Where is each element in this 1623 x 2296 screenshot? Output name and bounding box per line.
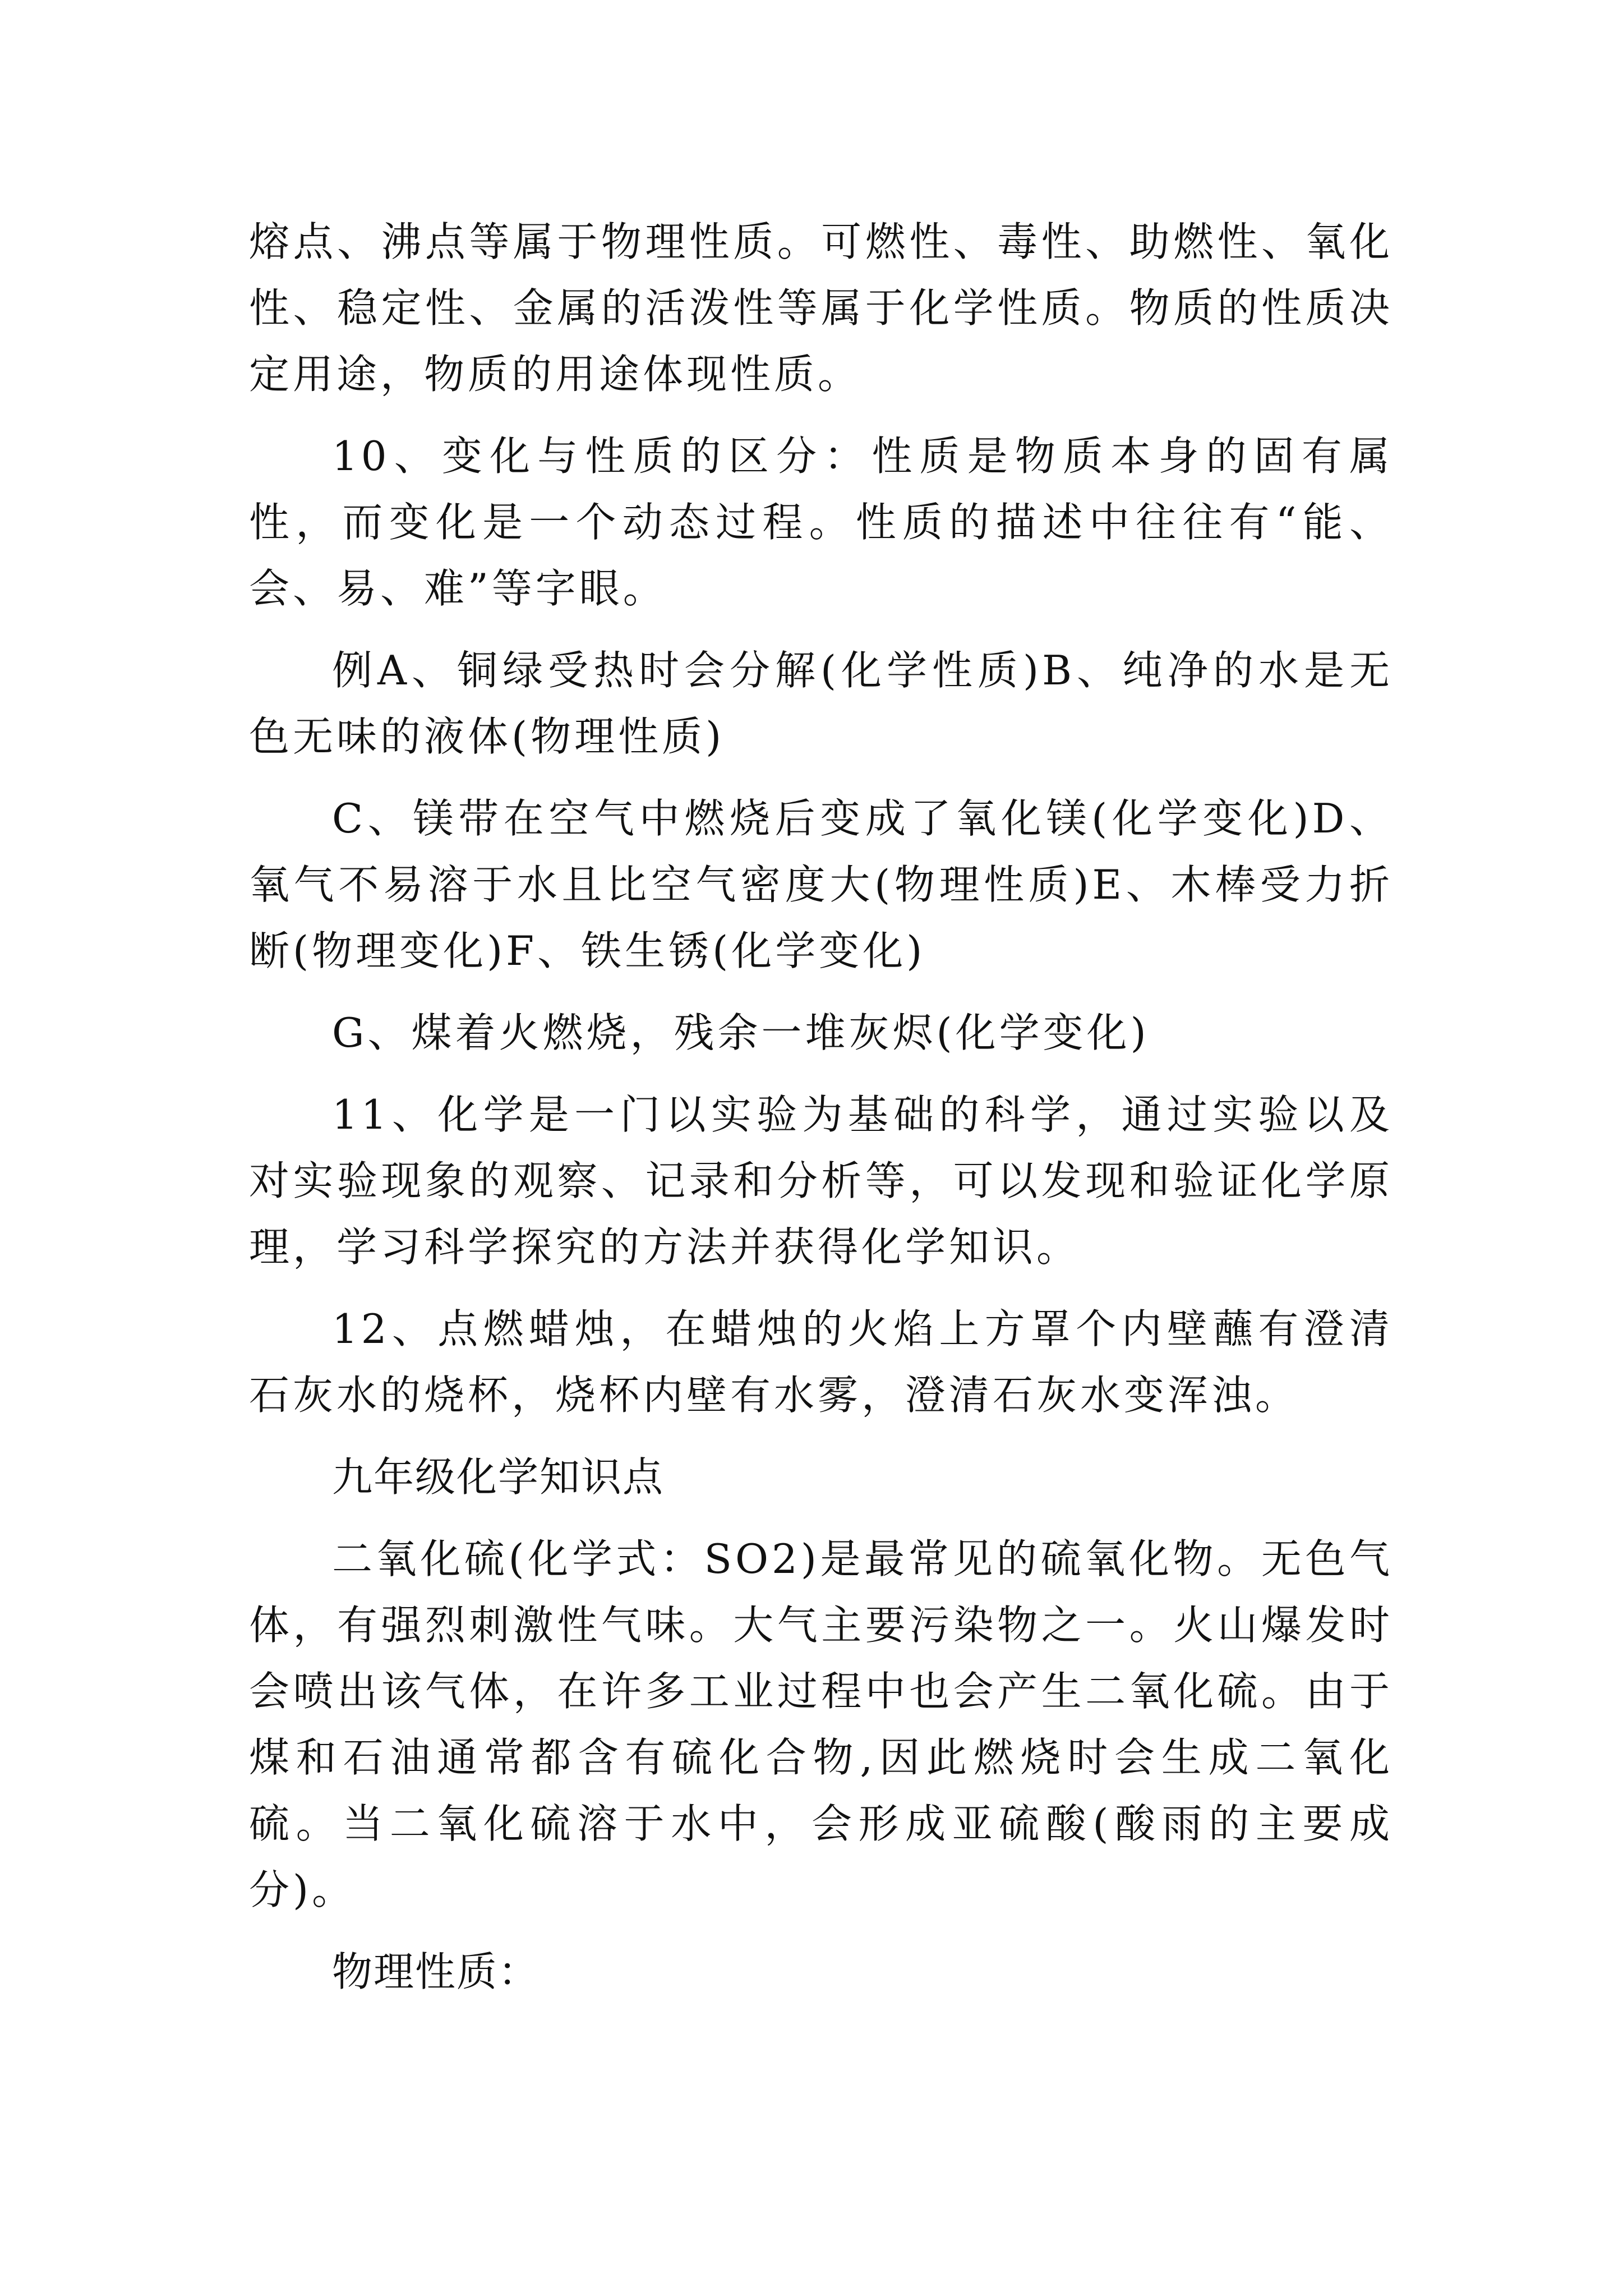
paragraph-item-11: 11、化学是一门以实验为基础的科学，通过实验以及对实验现象的观察、记录和分析等，可以发现和验证化学原理，学习科学探究的方法并获得化学知识。 [249,1091,1393,1271]
subheading-physical-properties: 物理性质： [332,1948,540,1995]
section-heading: 九年级化学知识点 [332,1453,665,1501]
paragraph-example-g: G、煤着火燃烧，残余一堆灰烬(化学变化) [332,1009,1150,1056]
paragraph-item-10: 10、变化与性质的区分：性质是物质本身的固有属性，而变化是一个动态过程。性质的描述中往往有“能、会、易、难”等字眼。 [249,432,1393,612]
document-body [249,209,1393,2021]
paragraph-properties-intro: 熔点、沸点等属于物理性质。可燃性、毒性、助燃性、氧化性、稳定性、金属的活泼性等属于化学性质。物质的性质决定用途，物质的用途体现性质。 [249,218,1393,398]
paragraph-example-c-f: C、镁带在空气中燃烧后变成了氧化镁(化学变化)D、氧气不易溶于水且比空气密度大(物理性质)E、木棒受力折断(物理变化)F、铁生锈(化学变化) [249,795,1393,974]
paragraph-item-12: 12、点燃蜡烛，在蜡烛的火焰上方罩个内壁蘸有澄清石灰水的烧杯，烧杯内壁有水雾，澄清石灰水变浑浊。 [249,1305,1393,1419]
paragraph-sulfur-dioxide: 二氧化硫(化学式：SO2)是最常见的硫氧化物。无色气体，有强烈刺激性气味。大气主要污染物之一。火山爆发时会喷出该气体，在许多工业过程中也会产生二氧化硫。由于煤和石油通常都含有硫化合物,因此燃烧时会生成二氧化硫。当二氧化硫溶于水中，会形成亚硫酸(酸雨的主要成分)。 [249,1535,1393,1913]
paragraph-example-a-b: 例A、铜绿受热时会分解(化学性质)B、纯净的水是无色无味的液体(物理性质) [249,647,1393,760]
